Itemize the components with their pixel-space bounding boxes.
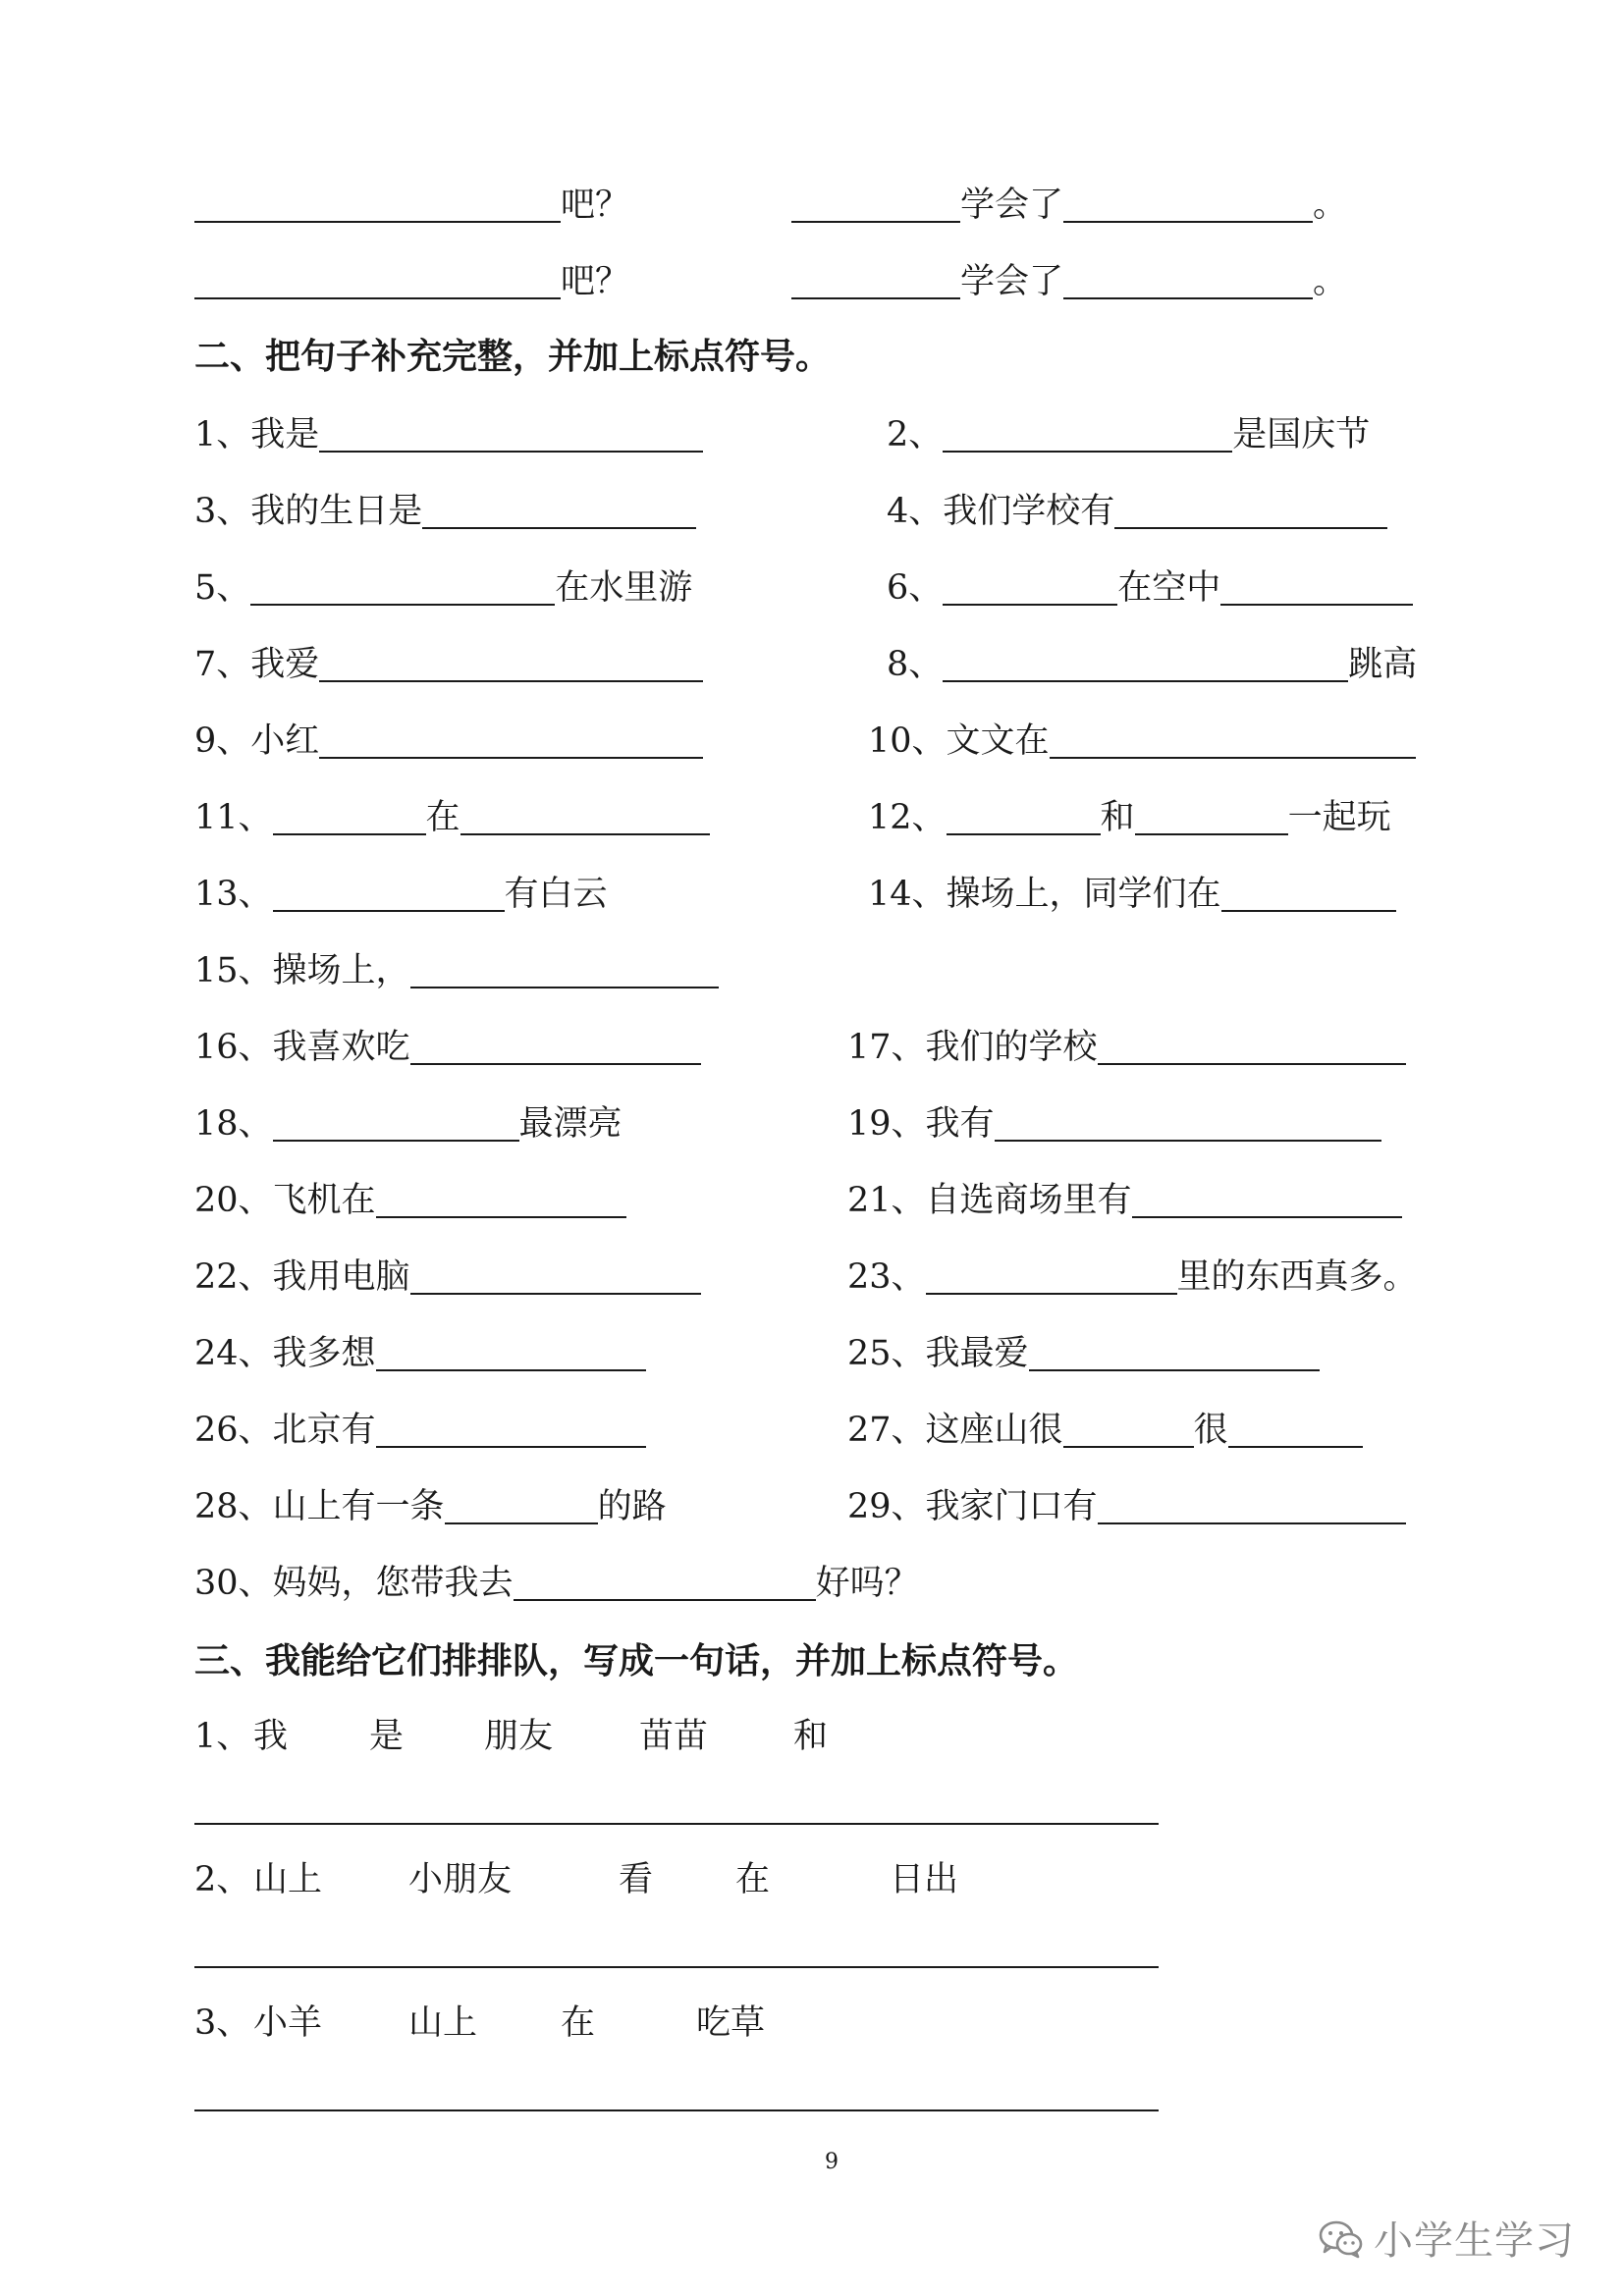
item-text: 自选商场里有 <box>925 1181 1132 1220</box>
blank <box>1220 574 1413 606</box>
item-text: 操场上，同学们在 <box>946 875 1221 914</box>
item-text: 操场上， <box>272 951 410 990</box>
blank <box>410 1034 701 1065</box>
item-13 <box>194 871 608 918</box>
item-number: 17、 <box>847 1028 926 1067</box>
item-text: 是国庆节 <box>1232 415 1371 454</box>
item-text: 我用电脑 <box>272 1257 410 1297</box>
item-text: 我是 <box>250 415 320 454</box>
answer-line <box>194 1966 1159 1968</box>
blank <box>1098 1034 1406 1065</box>
answer-line <box>194 2109 1159 2111</box>
top-row-2 <box>194 258 629 305</box>
item-text: 文文在 <box>946 721 1050 761</box>
item-8 <box>887 641 1417 688</box>
reorder-1-word: 苗苗 <box>639 1717 709 1756</box>
reorder-1-number: 1、 <box>194 1717 251 1756</box>
item-24 <box>194 1330 646 1377</box>
reorder-1-word: 是 <box>369 1717 405 1756</box>
item-number: 20、 <box>194 1181 273 1220</box>
item-15 <box>194 947 719 994</box>
item-text: 里的东西真多。 <box>1176 1257 1418 1297</box>
item-10 <box>868 718 1416 765</box>
reorder-2-word: 日出 <box>890 1860 959 1899</box>
row-text: 。 <box>1313 186 1348 225</box>
blank <box>1114 498 1387 529</box>
item-text: 我爱 <box>250 645 320 684</box>
item-17 <box>847 1024 1406 1071</box>
item-22 <box>194 1254 701 1301</box>
item-text: 我多想 <box>272 1334 376 1373</box>
item-2 <box>887 411 1370 458</box>
blank <box>319 421 703 453</box>
item-text: 和 <box>1100 798 1135 837</box>
item-27 <box>847 1407 1363 1454</box>
blank <box>194 191 561 223</box>
item-number: 14、 <box>868 875 947 914</box>
item-number: 19、 <box>847 1104 926 1144</box>
item-16 <box>194 1024 701 1071</box>
reorder-3-word: 在 <box>561 2003 596 2043</box>
blank <box>943 574 1117 606</box>
item-21 <box>847 1177 1402 1224</box>
blank <box>1098 1493 1406 1524</box>
item-text: 飞机在 <box>272 1181 376 1220</box>
item-number: 11、 <box>194 798 273 837</box>
item-text: 我喜欢吃 <box>272 1028 410 1067</box>
row-text: 学会了 <box>960 186 1064 225</box>
item-number: 1、 <box>194 415 251 454</box>
blank <box>1063 268 1313 299</box>
row-text: 。 <box>1313 262 1348 301</box>
item-text: 妈妈，您带我去 <box>272 1564 514 1603</box>
reorder-1-word: 朋友 <box>484 1717 554 1756</box>
blank <box>926 1263 1177 1295</box>
item-number: 5、 <box>194 568 251 608</box>
item-26 <box>194 1407 646 1454</box>
blank <box>943 421 1232 453</box>
item-number: 6、 <box>887 568 944 608</box>
item-number: 4、 <box>887 492 944 531</box>
item-text: 跳高 <box>1348 645 1418 684</box>
blank <box>273 804 426 835</box>
blank <box>1029 1340 1320 1371</box>
reorder-1-word: 我 <box>253 1717 289 1756</box>
blank <box>319 651 703 682</box>
blank <box>1135 804 1288 835</box>
blank <box>194 268 561 299</box>
item-text: 我们的学校 <box>925 1028 1098 1067</box>
top-row-2-right <box>791 258 1347 305</box>
blank <box>1132 1187 1402 1218</box>
item-number: 28、 <box>194 1487 273 1526</box>
item-text: 小红 <box>250 721 320 761</box>
blank <box>376 1340 646 1371</box>
item-text: 在 <box>425 798 460 837</box>
item-number: 3、 <box>194 492 251 531</box>
blank <box>1228 1416 1363 1448</box>
blank <box>791 268 960 299</box>
item-number: 21、 <box>847 1181 926 1220</box>
reorder-3-word: 山上 <box>408 2003 478 2043</box>
item-25 <box>847 1330 1320 1377</box>
section-2-title: 二、把句子补充完整，并加上标点符号。 <box>194 337 832 377</box>
item-12 <box>868 794 1391 841</box>
item-3 <box>194 488 696 535</box>
reorder-3-word: 吃草 <box>696 2003 766 2043</box>
item-text: 这座山很 <box>925 1411 1063 1450</box>
item-4 <box>887 488 1387 535</box>
item-28 <box>194 1483 667 1530</box>
item-number: 30、 <box>194 1564 273 1603</box>
blank <box>943 651 1348 682</box>
blank <box>422 498 696 529</box>
item-1 <box>194 411 703 458</box>
reorder-1-word: 和 <box>793 1717 829 1756</box>
item-number: 10、 <box>868 721 947 761</box>
row-text: 学会了 <box>960 262 1064 301</box>
item-23 <box>847 1254 1418 1301</box>
blank <box>376 1416 646 1448</box>
item-number: 12、 <box>868 798 947 837</box>
item-7 <box>194 641 703 688</box>
item-11 <box>194 794 710 841</box>
blank <box>273 1110 519 1142</box>
item-text: 山上有一条 <box>272 1487 445 1526</box>
item-number: 26、 <box>194 1411 273 1450</box>
item-text: 我有 <box>925 1104 995 1144</box>
blank <box>1063 1416 1194 1448</box>
blank <box>1221 881 1396 912</box>
item-text: 我最爱 <box>925 1334 1029 1373</box>
item-text: 好吗？ <box>815 1564 919 1603</box>
item-number: 7、 <box>194 645 251 684</box>
item-text: 很 <box>1193 1411 1228 1450</box>
item-number: 15、 <box>194 951 273 990</box>
item-number: 22、 <box>194 1257 273 1297</box>
row-text: 吧？ <box>561 186 630 225</box>
section-3-title: 三、我能给它们排排队，写成一句话，并加上标点符号。 <box>194 1641 1079 1682</box>
blank <box>250 574 555 606</box>
reorder-2-number: 2、 <box>194 1860 251 1899</box>
watermark-text: 小学生学习 <box>1374 2218 1575 2264</box>
item-text: 我的生日是 <box>250 492 423 531</box>
blank <box>1063 191 1313 223</box>
row-text: 吧？ <box>561 262 630 301</box>
item-number: 23、 <box>847 1257 926 1297</box>
item-text: 最漂亮 <box>518 1104 623 1144</box>
item-number: 18、 <box>194 1104 273 1144</box>
top-row-1-right <box>791 182 1347 229</box>
item-number: 29、 <box>847 1487 926 1526</box>
item-19 <box>847 1100 1381 1148</box>
blank <box>460 804 710 835</box>
item-number: 24、 <box>194 1334 273 1373</box>
item-5 <box>194 564 692 612</box>
reorder-2-word: 山上 <box>253 1860 323 1899</box>
blank <box>319 727 703 759</box>
item-20 <box>194 1177 626 1224</box>
blank <box>995 1110 1381 1142</box>
item-30 <box>194 1560 919 1607</box>
item-number: 16、 <box>194 1028 273 1067</box>
item-9 <box>194 718 703 765</box>
reorder-3-word: 小羊 <box>253 2003 323 2043</box>
blank <box>1050 727 1416 759</box>
item-number: 27、 <box>847 1411 926 1450</box>
answer-line <box>194 1823 1159 1825</box>
item-text: 我们学校有 <box>943 492 1115 531</box>
blank <box>947 804 1101 835</box>
page-number: 9 <box>825 2150 839 2174</box>
item-text: 的路 <box>597 1487 667 1526</box>
item-29 <box>847 1483 1406 1530</box>
blank <box>273 881 505 912</box>
item-text: 在水里游 <box>555 568 693 608</box>
item-number: 25、 <box>847 1334 926 1373</box>
blank <box>376 1187 626 1218</box>
item-text: 在空中 <box>1117 568 1221 608</box>
blank <box>514 1570 816 1601</box>
item-text: 一起玩 <box>1287 798 1391 837</box>
watermark <box>1319 2216 1575 2266</box>
blank <box>410 957 719 988</box>
item-number: 2、 <box>887 415 944 454</box>
blank <box>410 1263 701 1295</box>
item-text: 有白云 <box>504 875 608 914</box>
item-text: 北京有 <box>272 1411 376 1450</box>
item-6 <box>887 564 1413 612</box>
blank <box>445 1493 598 1524</box>
item-text: 我家门口有 <box>925 1487 1098 1526</box>
item-14 <box>868 871 1396 918</box>
wechat-icon <box>1319 2219 1364 2263</box>
reorder-2-word: 在 <box>735 1860 771 1899</box>
blank <box>791 191 960 223</box>
reorder-2-word: 小朋友 <box>408 1860 513 1899</box>
item-number: 9、 <box>194 721 251 761</box>
item-18 <box>194 1100 623 1148</box>
top-row-1 <box>194 182 629 229</box>
item-number: 8、 <box>887 645 944 684</box>
reorder-3-number: 3、 <box>194 2003 251 2043</box>
reorder-2-word: 看 <box>619 1860 654 1899</box>
item-number: 13、 <box>194 875 273 914</box>
